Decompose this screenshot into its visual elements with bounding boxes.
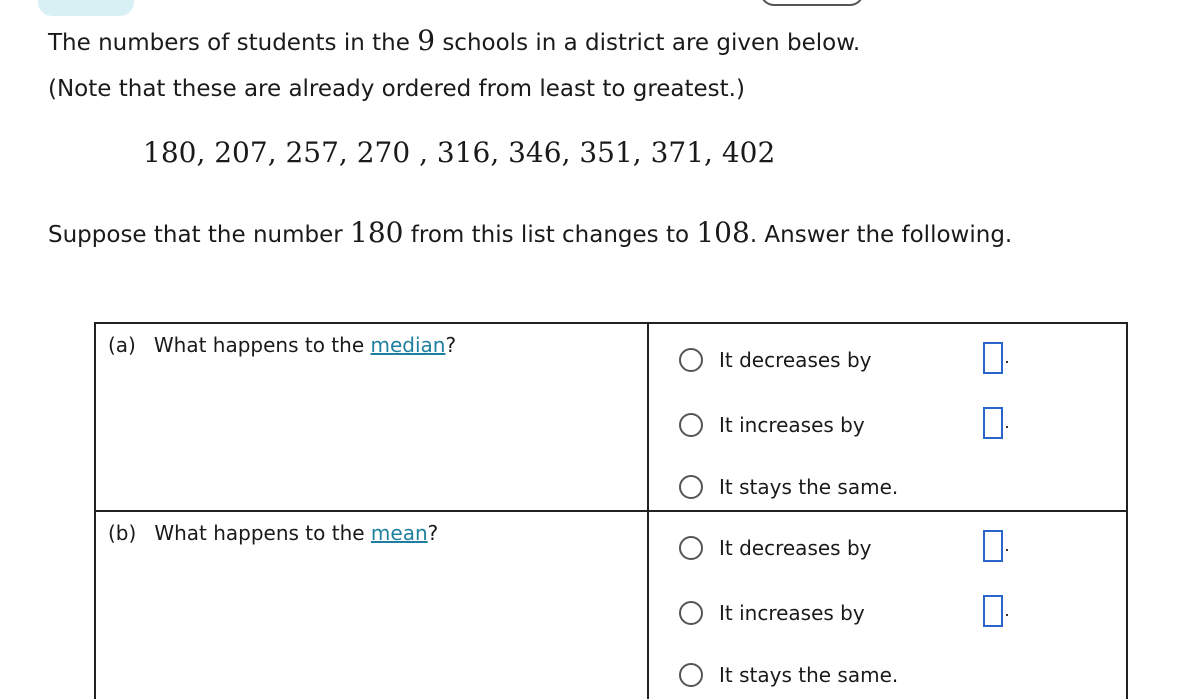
question-b-text: [108, 520, 438, 546]
radio-b-same[interactable]: [679, 663, 703, 687]
option-b-decreases-label: It decreases by: [719, 536, 872, 560]
option-a-increases[interactable]: [679, 410, 865, 440]
question-a-text: [108, 332, 456, 358]
instruction-before: Suppose that the number: [48, 222, 351, 248]
top-button[interactable]: [760, 0, 864, 6]
intro-text-before: The numbers of students in the: [48, 30, 418, 56]
question-row-a: [95, 323, 1127, 511]
question-a-suffix: ?: [445, 333, 457, 357]
period-mark: [1006, 361, 1008, 363]
option-a-increases-label: It increases by: [719, 413, 865, 437]
question-b-suffix: ?: [427, 521, 439, 545]
option-b-same[interactable]: [679, 660, 898, 690]
question-a-label: (a): [108, 333, 136, 357]
radio-a-same[interactable]: [679, 475, 703, 499]
question-b-label: (b): [108, 521, 137, 545]
top-tab[interactable]: [38, 0, 134, 16]
period-mark: [1006, 614, 1008, 616]
answer-input-a-decrease[interactable]: [983, 342, 1003, 374]
question-row-b: [95, 511, 1127, 699]
question-cell-b: [95, 511, 648, 699]
radio-a-increases[interactable]: [679, 413, 703, 437]
option-b-decreases[interactable]: [679, 533, 871, 563]
intro-note: (Note that these are already ordered from least to greatest.): [48, 76, 745, 102]
new-value: 108: [696, 216, 750, 249]
option-b-same-label: It stays the same.: [719, 663, 899, 687]
radio-a-decreases[interactable]: [679, 348, 703, 372]
period-mark: [1006, 549, 1008, 551]
question-b-prefix: What happens to the: [154, 521, 371, 545]
period-mark: [1006, 426, 1008, 428]
option-a-decreases[interactable]: [679, 345, 871, 375]
answer-cell-b: [648, 511, 1127, 699]
answer-cell-a: [648, 323, 1127, 511]
answer-input-b-increase[interactable]: [983, 595, 1003, 627]
median-link[interactable]: median: [370, 333, 446, 357]
question-cell-a: [95, 323, 648, 511]
question-table: [94, 322, 1128, 699]
intro-text-after: schools in a district are given below.: [435, 30, 861, 56]
radio-b-increases[interactable]: [679, 601, 703, 625]
radio-b-decreases[interactable]: [679, 536, 703, 560]
option-a-same-label: It stays the same.: [719, 475, 899, 499]
mean-link[interactable]: mean: [370, 521, 428, 545]
answer-input-b-decrease[interactable]: [983, 530, 1003, 562]
school-count: 9: [417, 24, 436, 57]
old-value: 180: [350, 216, 404, 249]
instruction-middle: from this list changes to: [403, 222, 697, 248]
instruction-after: . Answer the following.: [749, 222, 1013, 248]
option-a-decreases-label: It decreases by: [719, 348, 872, 372]
number-list: 180, 207, 257, 270 , 316, 346, 351, 371, 402: [143, 136, 776, 169]
change-instruction: [48, 218, 1012, 250]
option-b-increases-label: It increases by: [719, 601, 865, 625]
question-a-prefix: What happens to the: [153, 333, 371, 357]
option-a-same[interactable]: [679, 472, 898, 502]
intro-line-1: [48, 26, 860, 58]
answer-input-a-increase[interactable]: [983, 407, 1003, 439]
option-b-increases[interactable]: [679, 598, 865, 628]
